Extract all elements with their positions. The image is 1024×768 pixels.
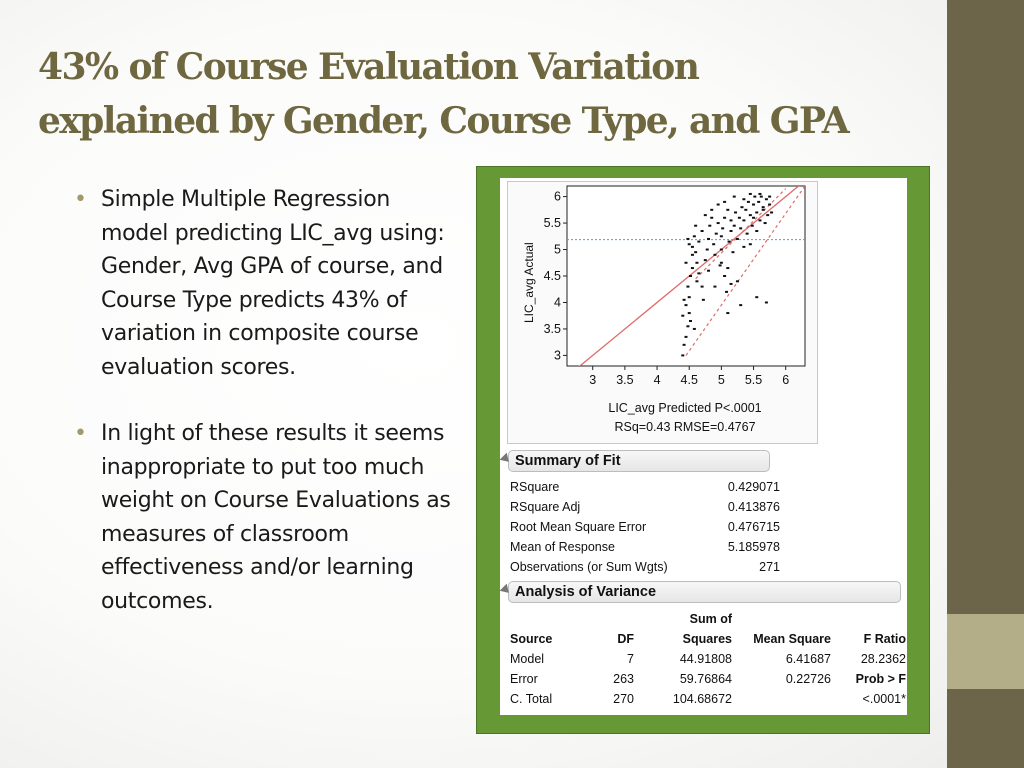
y-tick-label: 5 — [554, 242, 561, 257]
data-point — [726, 267, 729, 269]
data-point — [768, 196, 771, 198]
data-point — [749, 193, 752, 195]
bullet-text: Simple Multiple Regression model predicting LIC_avg using: Gender, Avg GPA of course, and Course Type predicts 43% of variation in composite course evaluation scores. — [101, 187, 445, 380]
data-point — [720, 249, 723, 251]
title-line-2: explained by Gender, Course Type, and GPA — [38, 100, 849, 142]
data-point — [749, 243, 752, 245]
disclosure-triangle-icon[interactable] — [500, 453, 513, 466]
data-point — [730, 230, 733, 232]
data-point — [730, 219, 733, 221]
data-point — [717, 204, 720, 206]
data-point — [736, 280, 739, 282]
x-tick-label: 3 — [589, 373, 597, 387]
data-point — [710, 209, 713, 211]
data-point — [686, 238, 689, 240]
table-row — [510, 497, 780, 517]
data-point — [697, 272, 700, 274]
data-point — [713, 254, 716, 256]
data-point — [728, 241, 731, 243]
data-point — [688, 243, 691, 245]
data-point — [758, 193, 761, 195]
fit-value: 0.476715 — [727, 520, 780, 534]
data-point — [755, 211, 758, 213]
data-point — [707, 238, 710, 240]
regression-figure — [500, 178, 907, 715]
analysis-of-variance-title: Analysis of Variance — [515, 584, 657, 600]
anova-df: 270 — [613, 692, 634, 706]
data-point — [739, 304, 742, 306]
data-point — [707, 270, 710, 272]
data-point — [719, 264, 722, 266]
data-point — [742, 246, 745, 248]
fit-label: RSquare — [510, 480, 560, 494]
data-point — [764, 222, 767, 224]
data-point — [704, 259, 707, 261]
data-point — [681, 315, 684, 317]
data-point — [710, 217, 713, 219]
y-tick-label: 4 — [554, 295, 561, 310]
data-point — [736, 238, 739, 240]
table-row — [510, 477, 780, 497]
data-point — [689, 275, 692, 277]
data-point — [683, 299, 686, 301]
data-point — [740, 206, 743, 208]
data-point — [691, 267, 694, 269]
fit-label: RSquare Adj — [510, 500, 581, 514]
anova-ss: 59.76864 — [679, 672, 732, 686]
anova-prob-value: <.0001* — [862, 692, 906, 706]
anova-df: 7 — [627, 652, 634, 666]
data-point — [683, 344, 686, 346]
x-tick-label: 6 — [782, 373, 790, 387]
data-point — [685, 262, 688, 264]
fit-value: 271 — [759, 560, 780, 574]
data-point — [760, 196, 763, 198]
data-point — [689, 320, 692, 322]
bullet-item — [74, 417, 454, 618]
y-tick-label: 6 — [554, 189, 561, 204]
side-accent — [947, 614, 1024, 689]
data-point — [738, 217, 741, 219]
x-tick-label: 5 — [717, 373, 725, 387]
table-row — [510, 669, 906, 689]
anova-source: Error — [510, 672, 538, 686]
data-point — [749, 214, 752, 216]
data-point — [742, 198, 745, 200]
data-point — [752, 217, 755, 219]
data-point — [752, 204, 755, 206]
disclosure-triangle-icon[interactable] — [500, 584, 513, 597]
table-row — [510, 609, 906, 629]
data-point — [755, 230, 758, 232]
fit-stats-label: RSq=0.43 RMSE=0.4767 — [614, 420, 756, 434]
summary-of-fit-title: Summary of Fit — [515, 453, 621, 469]
data-point — [725, 291, 728, 293]
data-point — [706, 249, 709, 251]
anova-prob-label: Prob > F — [855, 672, 906, 686]
data-point — [747, 201, 750, 203]
data-point — [708, 225, 711, 227]
x-tick-label: 4 — [653, 373, 661, 387]
y-tick-label: 3 — [554, 348, 561, 363]
anova-ss: 104.68672 — [672, 692, 732, 706]
data-point — [712, 243, 715, 245]
data-point — [742, 219, 745, 221]
data-point — [751, 225, 754, 227]
x-tick-label: 3.5 — [616, 373, 634, 387]
data-point — [693, 235, 696, 237]
data-point — [694, 251, 697, 253]
column-header: Sum of — [689, 612, 732, 626]
anova-source: Model — [510, 652, 545, 666]
anova-ss: 44.91808 — [679, 652, 732, 666]
data-point — [770, 211, 773, 213]
data-point — [746, 233, 749, 235]
anova-ms: 6.41687 — [785, 652, 831, 666]
data-point — [717, 222, 720, 224]
data-point — [694, 225, 697, 227]
data-point — [691, 254, 694, 256]
data-point — [701, 286, 704, 288]
table-header-row — [510, 629, 906, 649]
y-tick-label: 4.5 — [543, 269, 561, 283]
table-row — [510, 537, 780, 557]
anova-df: 263 — [613, 672, 634, 686]
table-row — [510, 649, 906, 669]
data-point — [681, 354, 684, 356]
data-point — [758, 219, 761, 221]
data-point — [685, 336, 688, 338]
fit-value: 0.429071 — [727, 480, 780, 494]
data-point — [734, 211, 737, 213]
x-axis-label: LIC_avg Predicted P<.0001 — [608, 401, 762, 415]
data-point — [768, 204, 771, 206]
column-header: DF — [617, 632, 634, 646]
data-point — [695, 262, 698, 264]
summary-of-fit-table — [510, 477, 780, 577]
data-point — [731, 251, 734, 253]
anova-source: C. Total — [510, 692, 553, 706]
slide-title — [38, 40, 918, 148]
anova-ms — [732, 689, 831, 709]
data-point — [686, 325, 689, 327]
x-tick-label: 5.5 — [744, 373, 763, 387]
data-point — [723, 275, 726, 277]
data-point — [715, 233, 718, 235]
data-point — [693, 328, 696, 330]
data-point — [686, 286, 689, 288]
analysis-of-variance-header[interactable] — [508, 581, 901, 603]
data-point — [721, 227, 724, 229]
column-header: Mean Square — [753, 632, 831, 646]
column-header: F Ratio — [863, 632, 906, 646]
table-row — [510, 557, 780, 577]
bullet-text: In light of these results it seems inappropriate to put too much weight on Course Evaluations as measures of classroom effectiveness and/or learning outcomes. — [101, 421, 451, 614]
data-point — [730, 283, 733, 285]
data-point — [726, 312, 729, 314]
data-point — [691, 246, 694, 248]
anova-table — [510, 609, 906, 709]
data-point — [765, 198, 768, 200]
bullet-list — [74, 183, 454, 651]
data-point — [739, 227, 742, 229]
data-point — [733, 196, 736, 198]
data-point — [685, 304, 688, 306]
data-point — [762, 209, 765, 211]
data-point — [701, 230, 704, 232]
data-point — [688, 296, 691, 298]
title-line-1: 43% of Course Evaluation Variation — [38, 46, 699, 88]
table-row — [510, 517, 780, 537]
data-point — [755, 296, 758, 298]
data-point — [757, 201, 760, 203]
fit-label: Mean of Response — [510, 540, 615, 554]
data-point — [766, 214, 769, 216]
data-point — [744, 209, 747, 211]
y-axis-label: LIC_avg Actual — [522, 242, 536, 323]
data-point — [713, 286, 716, 288]
summary-of-fit-header[interactable] — [508, 450, 770, 472]
data-point — [697, 241, 700, 243]
y-tick-label: 5.5 — [543, 216, 561, 231]
x-tick-label: 4.5 — [680, 373, 698, 387]
data-point — [765, 301, 768, 303]
data-point — [702, 299, 705, 301]
data-point — [762, 206, 765, 208]
fit-value: 5.185978 — [727, 540, 780, 554]
plot-area — [567, 186, 805, 366]
fit-label: Root Mean Square Error — [510, 520, 647, 534]
data-point — [695, 280, 698, 282]
column-header: Squares — [682, 632, 732, 646]
data-point — [733, 225, 736, 227]
fit-value: 0.413876 — [727, 500, 780, 514]
data-point — [753, 196, 756, 198]
bullet-item — [74, 183, 454, 384]
data-point — [688, 312, 691, 314]
data-point — [720, 235, 723, 237]
data-point — [704, 214, 707, 216]
table-row — [510, 689, 906, 709]
column-header: Source — [510, 632, 553, 646]
anova-ms: 0.22726 — [785, 672, 831, 686]
data-point — [723, 201, 726, 203]
anova-f: 28.2362 — [860, 652, 906, 666]
data-point — [720, 262, 723, 264]
fit-label: Observations (or Sum Wgts) — [510, 560, 668, 574]
y-tick-label: 3.5 — [543, 321, 561, 336]
bullet-icon: • — [74, 187, 87, 212]
data-point — [726, 209, 729, 211]
bullet-icon: • — [74, 421, 87, 446]
data-point — [723, 217, 726, 219]
